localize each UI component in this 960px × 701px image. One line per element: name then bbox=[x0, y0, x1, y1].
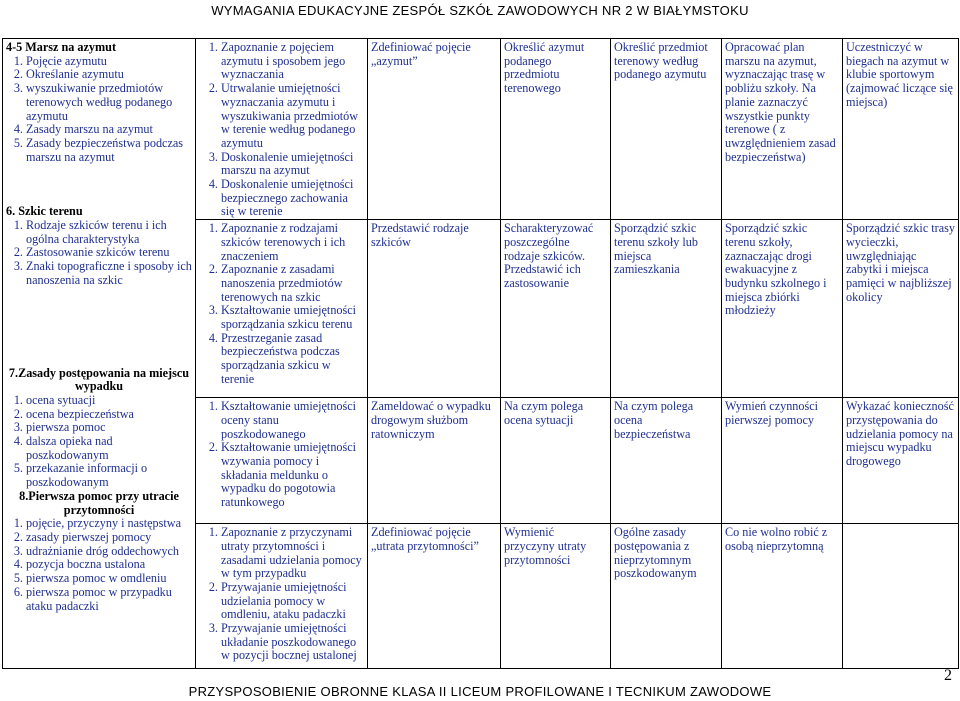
list-item: 1. Zapoznanie z pojęciem azymutu i sposobem jego wyznaczania bbox=[221, 41, 364, 82]
requirement-cell: Zdefiniować pojęcie „azymut” bbox=[368, 39, 501, 220]
requirement-cell: Na czym polega ocena sytuacji bbox=[501, 398, 611, 524]
page-number: 2 bbox=[944, 667, 952, 684]
list-item: 1. pojęcie, przyczyny i następstwa bbox=[26, 517, 192, 531]
topics-cell bbox=[3, 39, 196, 669]
topic-title: 6. Szkic terenu bbox=[6, 204, 83, 219]
topic-title: 8.Pierwsza pomoc przy utracie przytomności bbox=[19, 488, 179, 517]
list-item: 4. Doskonalenie umiejętności bezpiecznego zachowania się w terenie bbox=[221, 178, 364, 219]
list-item: 3. udrażnianie dróg oddechowych bbox=[26, 545, 192, 559]
page-header: WYMAGANIA EDUKACYJNE ZESPÓŁ SZKÓŁ ZAWODOWYCH NR 2 W BIAŁYMSTOKU bbox=[211, 3, 749, 18]
requirement-cell: Ogólne zasady postępowania z nieprzytomnym poszkodowanym bbox=[611, 524, 722, 669]
list-item: 5. przekazanie informacji o poszkodowanym bbox=[26, 462, 192, 489]
requirement-cell: Na czym polega ocena bezpieczeństwa bbox=[611, 398, 722, 524]
requirement-cell: Zameldować o wypadku drogowym służbom ratowniczym bbox=[368, 398, 501, 524]
list-item: 2. Określanie azymutu bbox=[26, 68, 192, 82]
list-item: 2. Zastosowanie szkiców terenu bbox=[26, 246, 192, 260]
requirement-cell: Wymień czynności pierwszej pomocy bbox=[722, 398, 843, 524]
goals-cell bbox=[196, 398, 368, 524]
requirement-cell: Zdefiniować pojęcie „utrata przytomności” bbox=[368, 524, 501, 669]
list-item: 4. Zasady marszu na azymut bbox=[26, 123, 192, 137]
list-item: 6. pierwsza pomoc w przypadku ataku padaczki bbox=[26, 586, 192, 613]
list-item: 3. pierwsza pomoc bbox=[26, 421, 192, 435]
goals-cell bbox=[196, 524, 368, 669]
list-item: 3. wyszukiwanie przedmiotów terenowych według podanego azymutu bbox=[26, 82, 192, 123]
requirement-cell: Opracować plan marszu na azymut, wyznaczając trasę w pobliżu szkoły. Na planie zaznaczyć wszystkie punkty terenowe ( z uwzględnieniem zasad bezpieczeństwa) bbox=[722, 39, 843, 220]
page-footer: PRZYSPOSOBIENIE OBRONNE KLASA II LICEUM PROFILOWANE I TECNIKUM ZAWODOWE bbox=[188, 684, 772, 699]
requirement-cell: Sporządzić szkic terenu szkoły lub miejsca zamieszkania bbox=[611, 220, 722, 398]
topic-title: 7.Zasady postępowania na miejscu wypadku bbox=[8, 365, 190, 394]
list-item: 3. Kształtowanie umiejętności sporządzania szkicu terenu bbox=[221, 304, 364, 331]
list-item: 4. dalsza opieka nad poszkodowanym bbox=[26, 435, 192, 462]
topic-section bbox=[6, 367, 192, 490]
requirements-table bbox=[2, 38, 959, 669]
list-item: 2. Zapoznanie z zasadami nanoszenia przedmiotów terenowych na szkic bbox=[221, 263, 364, 304]
list-item: 5. pierwsza pomoc w omdleniu bbox=[26, 572, 192, 586]
list-item: 1. ocena sytuacji bbox=[26, 394, 192, 408]
table-row bbox=[3, 39, 959, 220]
topic-section bbox=[6, 490, 192, 613]
topic-section bbox=[6, 41, 192, 164]
list-item: 2. Przywajanie umiejętności udzielania pomocy w omdleniu, ataku padaczki bbox=[221, 581, 364, 622]
list-item: 3. Doskonalenie umiejętności marszu na azymut bbox=[221, 151, 364, 178]
requirement-cell: Scharakteryzować poszczególne rodzaje szkiców. Przedstawić ich zastosowanie bbox=[501, 220, 611, 398]
requirement-cell: Sporządzić szkic terenu szkoły, zaznaczając drogi ewakuacyjne z budynku szkolnego i miejsca zbiórki młodzieży bbox=[722, 220, 843, 398]
topic-title: 4-5 Marsz na azymut bbox=[6, 40, 117, 54]
requirement-cell: Wykazać konieczność przystępowania do udzielania pomocy na miejscu wypadku drogowego bbox=[843, 398, 959, 524]
list-item: 2. zasady pierwszej pomocy bbox=[26, 531, 192, 545]
topic-section bbox=[6, 205, 192, 287]
requirement-cell: Określić przedmiot terenowy według podanego azymutu bbox=[611, 39, 722, 220]
list-item: 1. Kształtowanie umiejętności oceny stanu poszkodowanego bbox=[221, 400, 364, 441]
requirement-cell: Przedstawić rodzaje szkiców bbox=[368, 220, 501, 398]
requirement-cell: Wymienić przyczyny utraty przytomności bbox=[501, 524, 611, 669]
goals-cell bbox=[196, 39, 368, 220]
requirement-cell: Określić azymut podanego przedmiotu terenowego bbox=[501, 39, 611, 220]
list-item: 4. pozycja boczna ustalona bbox=[26, 558, 192, 572]
list-item: 1. Rodzaje szkiców terenu i ich ogólna charakterystyka bbox=[26, 219, 192, 246]
requirement-cell: Co nie wolno robić z osobą nieprzytomną bbox=[722, 524, 843, 669]
list-item: 2. Kształtowanie umiejętności wzywania pomocy i składania meldunku o wypadku do pogotowia ratunkowego bbox=[221, 441, 364, 510]
list-item: 1. Pojęcie azymutu bbox=[26, 55, 192, 69]
list-item: 2. ocena bezpieczeństwa bbox=[26, 408, 192, 422]
requirement-cell: Uczestniczyć w biegach na azymut w klubie sportowym (zajmować liczące się miejsca) bbox=[843, 39, 959, 220]
list-item: 4. Przestrzeganie zasad bezpieczeństwa podczas sporządzania szkicu w terenie bbox=[221, 332, 364, 387]
list-item: 1. Zapoznanie z przyczynami utraty przytomności i zasadami udzielania pomocy w tym przypadku bbox=[221, 526, 364, 581]
list-item: 3. Przywajanie umiejętności układanie poszkodowanego w pozycji bocznej ustalonej bbox=[221, 622, 364, 663]
requirement-cell: Sporządzić szkic trasy wycieczki, uwzględniając zabytki i miejsca pamięci w najbliższej okolicy bbox=[843, 220, 959, 398]
list-item: 1. Zapoznanie z rodzajami szkiców terenowych i ich znaczeniem bbox=[221, 222, 364, 263]
requirement-cell bbox=[843, 524, 959, 669]
goals-cell bbox=[196, 220, 368, 398]
list-item: 2. Utrwalanie umiejętności wyznaczania azymutu i wyszukiwania przedmiotów w terenie według podanego azymutu bbox=[221, 82, 364, 151]
list-item: 5. Zasady bezpieczeństwa podczas marszu na azymut bbox=[26, 137, 192, 164]
list-item: 3. Znaki topograficzne i sposoby ich nanoszenia na szkic bbox=[26, 260, 192, 287]
